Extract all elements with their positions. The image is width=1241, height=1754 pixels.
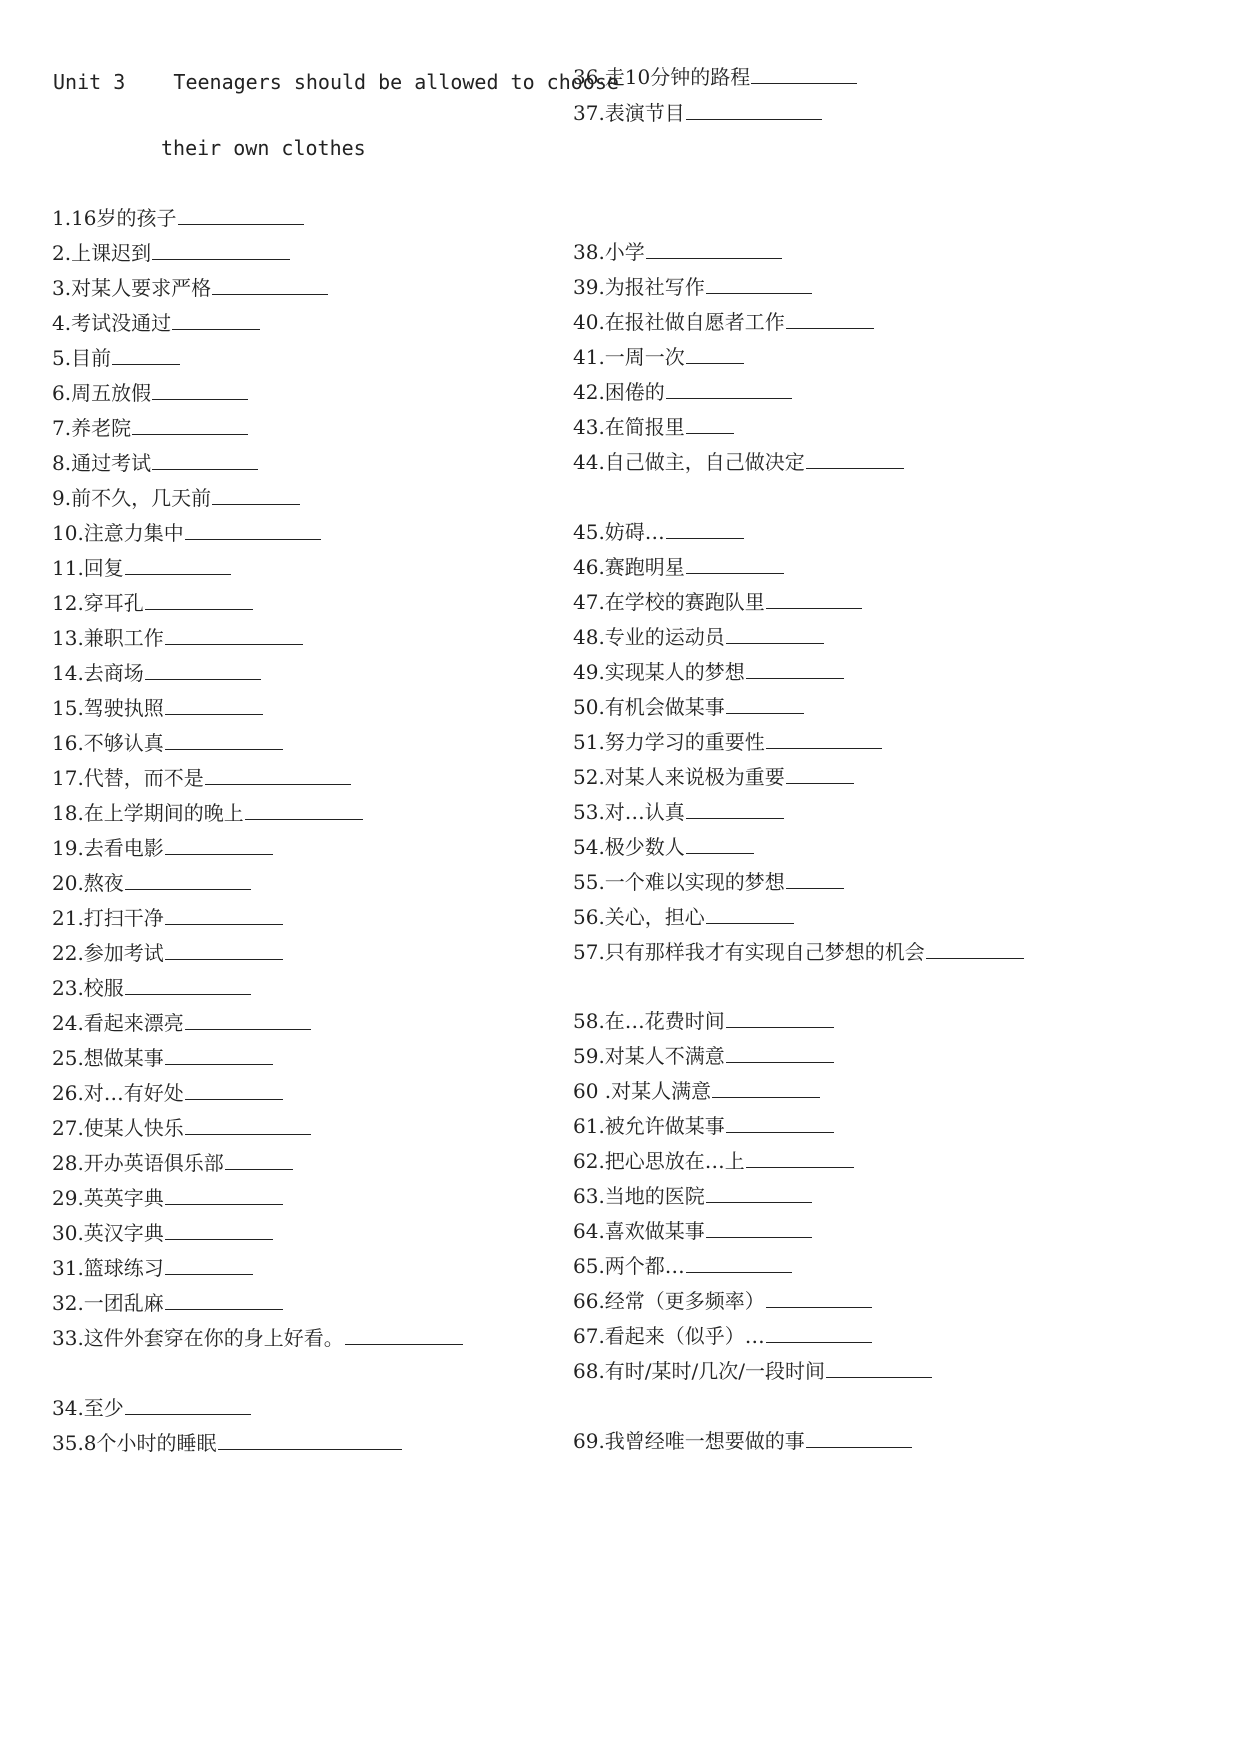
vocab-item bbox=[52, 415, 248, 441]
vocab-item-label: 1.16岁的孩子 bbox=[52, 206, 177, 230]
vocab-item-label: 9.前不久，几天前 bbox=[52, 486, 212, 510]
answer-blank[interactable] bbox=[686, 800, 784, 819]
vocab-item bbox=[52, 940, 283, 966]
vocab-item-label: 40.在报社做自愿者工作 bbox=[573, 310, 785, 334]
vocab-item bbox=[573, 589, 862, 615]
answer-blank[interactable] bbox=[345, 1326, 463, 1345]
vocab-item bbox=[52, 695, 263, 721]
vocab-item-label: 51.努力学习的重要性 bbox=[573, 730, 765, 754]
answer-blank[interactable] bbox=[686, 835, 754, 854]
vocab-item-label: 31.篮球练习 bbox=[52, 1256, 164, 1280]
answer-blank[interactable] bbox=[826, 1359, 932, 1378]
answer-blank[interactable] bbox=[786, 870, 844, 889]
vocab-item bbox=[573, 1358, 932, 1384]
vocab-item bbox=[573, 1323, 872, 1349]
vocab-item bbox=[52, 205, 304, 231]
vocab-item-label: 10.注意力集中 bbox=[52, 521, 184, 545]
vocab-item bbox=[52, 905, 283, 931]
vocab-item-label: 53.对…认真 bbox=[573, 800, 685, 824]
vocab-item-label: 41.一周一次 bbox=[573, 345, 685, 369]
vocab-item bbox=[573, 100, 822, 126]
vocab-item bbox=[573, 624, 824, 650]
answer-blank[interactable] bbox=[706, 275, 812, 294]
answer-blank[interactable] bbox=[806, 450, 904, 469]
vocab-item bbox=[573, 659, 844, 685]
worksheet-title-line2: their own clothes bbox=[161, 136, 366, 160]
vocab-item-label: 54.极少数人 bbox=[573, 835, 685, 859]
vocab-item bbox=[573, 869, 844, 895]
vocab-item bbox=[52, 1325, 463, 1351]
vocab-item-label: 42.困倦的 bbox=[573, 380, 665, 404]
vocab-item-label: 16.不够认真 bbox=[52, 731, 164, 755]
vocab-item-label: 36.走10分钟的路程 bbox=[573, 65, 751, 89]
vocab-item-label: 48.专业的运动员 bbox=[573, 625, 725, 649]
vocab-item bbox=[52, 485, 300, 511]
answer-blank[interactable] bbox=[225, 1151, 293, 1170]
vocab-item-label: 8.通过考试 bbox=[52, 451, 152, 475]
vocab-item bbox=[573, 1008, 834, 1034]
answer-blank[interactable] bbox=[706, 1184, 812, 1203]
vocab-item-label: 20.熬夜 bbox=[52, 871, 124, 895]
answer-blank[interactable] bbox=[806, 1429, 912, 1448]
vocab-item bbox=[573, 1113, 834, 1139]
vocab-item-label: 23.校服 bbox=[52, 976, 124, 1000]
vocab-item-label: 33.这件外套穿在你的身上好看。 bbox=[52, 1326, 344, 1350]
vocab-item bbox=[573, 939, 1024, 965]
vocab-item bbox=[52, 800, 363, 826]
vocab-item bbox=[573, 449, 904, 475]
answer-blank[interactable] bbox=[165, 1291, 283, 1310]
vocab-item bbox=[573, 379, 792, 405]
vocab-item-label: 32.一团乱麻 bbox=[52, 1291, 164, 1315]
answer-blank[interactable] bbox=[165, 906, 283, 925]
vocab-item bbox=[573, 834, 754, 860]
answer-blank[interactable] bbox=[245, 801, 363, 820]
answer-blank[interactable] bbox=[746, 660, 844, 679]
vocab-item-label: 22.参加考试 bbox=[52, 941, 164, 965]
vocab-item-label: 6.周五放假 bbox=[52, 381, 152, 405]
vocab-item-label: 66.经常（更多频率） bbox=[573, 1289, 765, 1313]
vocab-item bbox=[573, 239, 782, 265]
vocab-item bbox=[573, 1288, 872, 1314]
vocab-item bbox=[573, 1148, 854, 1174]
answer-blank[interactable] bbox=[218, 1431, 402, 1450]
vocab-item bbox=[52, 1080, 283, 1106]
vocab-item bbox=[573, 1043, 834, 1069]
vocab-item bbox=[52, 555, 231, 581]
answer-blank[interactable] bbox=[706, 905, 794, 924]
answer-blank[interactable] bbox=[686, 1254, 792, 1273]
vocab-item bbox=[52, 1255, 253, 1281]
vocab-item bbox=[52, 835, 273, 861]
vocab-item bbox=[573, 799, 784, 825]
vocab-item-label: 52.对某人来说极为重要 bbox=[573, 765, 785, 789]
vocab-item bbox=[52, 1185, 283, 1211]
vocab-item-label: 38.小学 bbox=[573, 240, 645, 264]
vocab-item-label: 60 .对某人满意 bbox=[573, 1079, 712, 1103]
vocab-item-label: 59.对某人不满意 bbox=[573, 1044, 725, 1068]
vocab-item bbox=[52, 1290, 283, 1316]
answer-blank[interactable] bbox=[125, 1396, 251, 1415]
answer-blank[interactable] bbox=[686, 555, 784, 574]
answer-blank[interactable] bbox=[145, 591, 253, 610]
vocab-item bbox=[52, 1045, 273, 1071]
answer-blank[interactable] bbox=[165, 941, 283, 960]
answer-blank[interactable] bbox=[165, 731, 283, 750]
vocab-item-label: 55.一个难以实现的梦想 bbox=[573, 870, 785, 894]
answer-blank[interactable] bbox=[145, 661, 261, 680]
answer-blank[interactable] bbox=[185, 1116, 311, 1135]
vocab-item-label: 62.把心思放在…上 bbox=[573, 1149, 745, 1173]
answer-blank[interactable] bbox=[125, 556, 231, 575]
vocab-item bbox=[52, 590, 253, 616]
vocab-item bbox=[573, 904, 794, 930]
vocab-item bbox=[52, 345, 180, 371]
answer-blank[interactable] bbox=[766, 1289, 872, 1308]
vocab-item-label: 61.被允许做某事 bbox=[573, 1114, 725, 1138]
vocab-item bbox=[52, 520, 321, 546]
answer-blank[interactable] bbox=[152, 451, 258, 470]
vocab-item-label: 65.两个都… bbox=[573, 1254, 685, 1278]
worksheet-title-line1: Unit 3 Teenagers should be allowed to choose bbox=[53, 70, 619, 94]
vocab-item-label: 46.赛跑明星 bbox=[573, 555, 685, 579]
answer-blank[interactable] bbox=[686, 415, 734, 434]
vocab-item-label: 3.对某人要求严格 bbox=[52, 276, 212, 300]
answer-blank[interactable] bbox=[165, 1256, 253, 1275]
vocab-item bbox=[52, 275, 328, 301]
vocab-item-label: 27.使某人快乐 bbox=[52, 1116, 184, 1140]
vocab-item bbox=[573, 1218, 812, 1244]
answer-blank[interactable] bbox=[112, 346, 180, 365]
vocab-item bbox=[52, 240, 290, 266]
vocab-item bbox=[573, 274, 812, 300]
vocab-item bbox=[573, 764, 854, 790]
vocab-item bbox=[573, 1078, 820, 1104]
answer-blank[interactable] bbox=[646, 240, 782, 259]
answer-blank[interactable] bbox=[686, 345, 744, 364]
answer-blank[interactable] bbox=[205, 766, 351, 785]
vocab-item bbox=[52, 1220, 273, 1246]
answer-blank[interactable] bbox=[786, 310, 874, 329]
answer-blank[interactable] bbox=[766, 730, 882, 749]
vocab-item bbox=[52, 765, 351, 791]
answer-blank[interactable] bbox=[766, 590, 862, 609]
vocab-item-label: 69.我曾经唯一想要做的事 bbox=[573, 1429, 805, 1453]
answer-blank[interactable] bbox=[185, 1011, 311, 1030]
answer-blank[interactable] bbox=[666, 380, 792, 399]
vocab-item-label: 15.驾驶执照 bbox=[52, 696, 164, 720]
vocab-item bbox=[573, 64, 857, 90]
vocab-item-label: 39.为报社写作 bbox=[573, 275, 705, 299]
vocab-item bbox=[573, 554, 784, 580]
answer-blank[interactable] bbox=[666, 520, 744, 539]
vocab-item bbox=[52, 870, 251, 896]
vocab-item bbox=[52, 450, 258, 476]
answer-blank[interactable] bbox=[152, 381, 248, 400]
vocab-item-label: 43.在简报里 bbox=[573, 415, 685, 439]
answer-blank[interactable] bbox=[726, 625, 824, 644]
answer-blank[interactable] bbox=[726, 1114, 834, 1133]
answer-blank[interactable] bbox=[786, 765, 854, 784]
vocab-item-label: 45.妨碍… bbox=[573, 520, 665, 544]
vocab-item-label: 7.养老院 bbox=[52, 416, 132, 440]
vocab-item-label: 68.有时/某时/几次/一段时间 bbox=[573, 1359, 826, 1383]
vocab-item bbox=[573, 344, 744, 370]
vocab-item bbox=[52, 975, 251, 1001]
vocab-item-label: 37.表演节目 bbox=[573, 101, 685, 125]
vocab-item bbox=[52, 1115, 311, 1141]
vocab-item-label: 58.在…花费时间 bbox=[573, 1009, 725, 1033]
answer-blank[interactable] bbox=[178, 206, 304, 225]
vocab-item-label: 49.实现某人的梦想 bbox=[573, 660, 745, 684]
vocab-item-label: 2.上课迟到 bbox=[52, 241, 152, 265]
vocab-item-label: 4.考试没通过 bbox=[52, 311, 172, 335]
vocab-item-label: 47.在学校的赛跑队里 bbox=[573, 590, 765, 614]
answer-blank[interactable] bbox=[746, 1149, 854, 1168]
vocab-item-label: 25.想做某事 bbox=[52, 1046, 164, 1070]
vocab-item bbox=[52, 1430, 402, 1456]
vocab-item-label: 14.去商场 bbox=[52, 661, 144, 685]
answer-blank[interactable] bbox=[686, 101, 822, 120]
vocab-item-label: 30.英汉字典 bbox=[52, 1221, 164, 1245]
vocab-item-label: 5.目前 bbox=[52, 346, 112, 370]
vocab-item bbox=[52, 660, 261, 686]
vocab-item bbox=[52, 730, 283, 756]
answer-blank[interactable] bbox=[212, 276, 328, 295]
vocab-item-label: 13.兼职工作 bbox=[52, 626, 164, 650]
vocab-item-label: 57.只有那样我才有实现自己梦想的机会 bbox=[573, 940, 925, 964]
answer-blank[interactable] bbox=[125, 871, 251, 890]
vocab-item-label: 67.看起来（似乎）… bbox=[573, 1324, 765, 1348]
answer-blank[interactable] bbox=[726, 695, 804, 714]
vocab-item bbox=[573, 1253, 792, 1279]
vocab-item bbox=[573, 1428, 912, 1454]
answer-blank[interactable] bbox=[185, 521, 321, 540]
vocab-item-label: 64.喜欢做某事 bbox=[573, 1219, 705, 1243]
vocab-item bbox=[573, 309, 874, 335]
vocab-item bbox=[573, 729, 882, 755]
vocab-item bbox=[52, 625, 303, 651]
vocab-item-label: 50.有机会做某事 bbox=[573, 695, 725, 719]
vocab-item bbox=[573, 414, 734, 440]
answer-blank[interactable] bbox=[165, 836, 273, 855]
answer-blank[interactable] bbox=[751, 65, 857, 84]
answer-blank[interactable] bbox=[212, 486, 300, 505]
answer-blank[interactable] bbox=[165, 1046, 273, 1065]
answer-blank[interactable] bbox=[165, 1221, 273, 1240]
answer-blank[interactable] bbox=[766, 1324, 872, 1343]
vocab-item-label: 34.至少 bbox=[52, 1396, 124, 1420]
vocab-item bbox=[52, 310, 260, 336]
answer-blank[interactable] bbox=[712, 1079, 820, 1098]
vocab-item bbox=[573, 519, 744, 545]
vocab-item-label: 56.关心，担心 bbox=[573, 905, 705, 929]
answer-blank[interactable] bbox=[132, 416, 248, 435]
answer-blank[interactable] bbox=[165, 1186, 283, 1205]
vocab-item-label: 26.对…有好处 bbox=[52, 1081, 184, 1105]
vocab-item-label: 24.看起来漂亮 bbox=[52, 1011, 184, 1035]
answer-blank[interactable] bbox=[726, 1009, 834, 1028]
answer-blank[interactable] bbox=[185, 1081, 283, 1100]
vocab-item-label: 44.自己做主，自己做决定 bbox=[573, 450, 805, 474]
vocab-item bbox=[52, 380, 248, 406]
vocab-item-label: 35.8个小时的睡眠 bbox=[52, 1431, 217, 1455]
answer-blank[interactable] bbox=[125, 976, 251, 995]
vocab-item-label: 63.当地的医院 bbox=[573, 1184, 705, 1208]
answer-blank[interactable] bbox=[926, 940, 1024, 959]
vocab-item bbox=[52, 1395, 251, 1421]
vocab-item bbox=[52, 1010, 311, 1036]
vocab-item bbox=[52, 1150, 293, 1176]
vocab-item-label: 18.在上学期间的晚上 bbox=[52, 801, 244, 825]
vocab-item-label: 29.英英字典 bbox=[52, 1186, 164, 1210]
answer-blank[interactable] bbox=[172, 311, 260, 330]
answer-blank[interactable] bbox=[726, 1044, 834, 1063]
answer-blank[interactable] bbox=[165, 696, 263, 715]
answer-blank[interactable] bbox=[165, 626, 303, 645]
vocab-item-label: 28.开办英语俱乐部 bbox=[52, 1151, 224, 1175]
answer-blank[interactable] bbox=[706, 1219, 812, 1238]
vocab-item-label: 12.穿耳孔 bbox=[52, 591, 144, 615]
vocab-item-label: 19.去看电影 bbox=[52, 836, 164, 860]
vocab-item-label: 21.打扫干净 bbox=[52, 906, 164, 930]
answer-blank[interactable] bbox=[152, 241, 290, 260]
vocab-item bbox=[573, 1183, 812, 1209]
vocab-item bbox=[573, 694, 804, 720]
vocab-item-label: 17.代替，而不是 bbox=[52, 766, 204, 790]
vocab-item-label: 11.回复 bbox=[52, 556, 124, 580]
